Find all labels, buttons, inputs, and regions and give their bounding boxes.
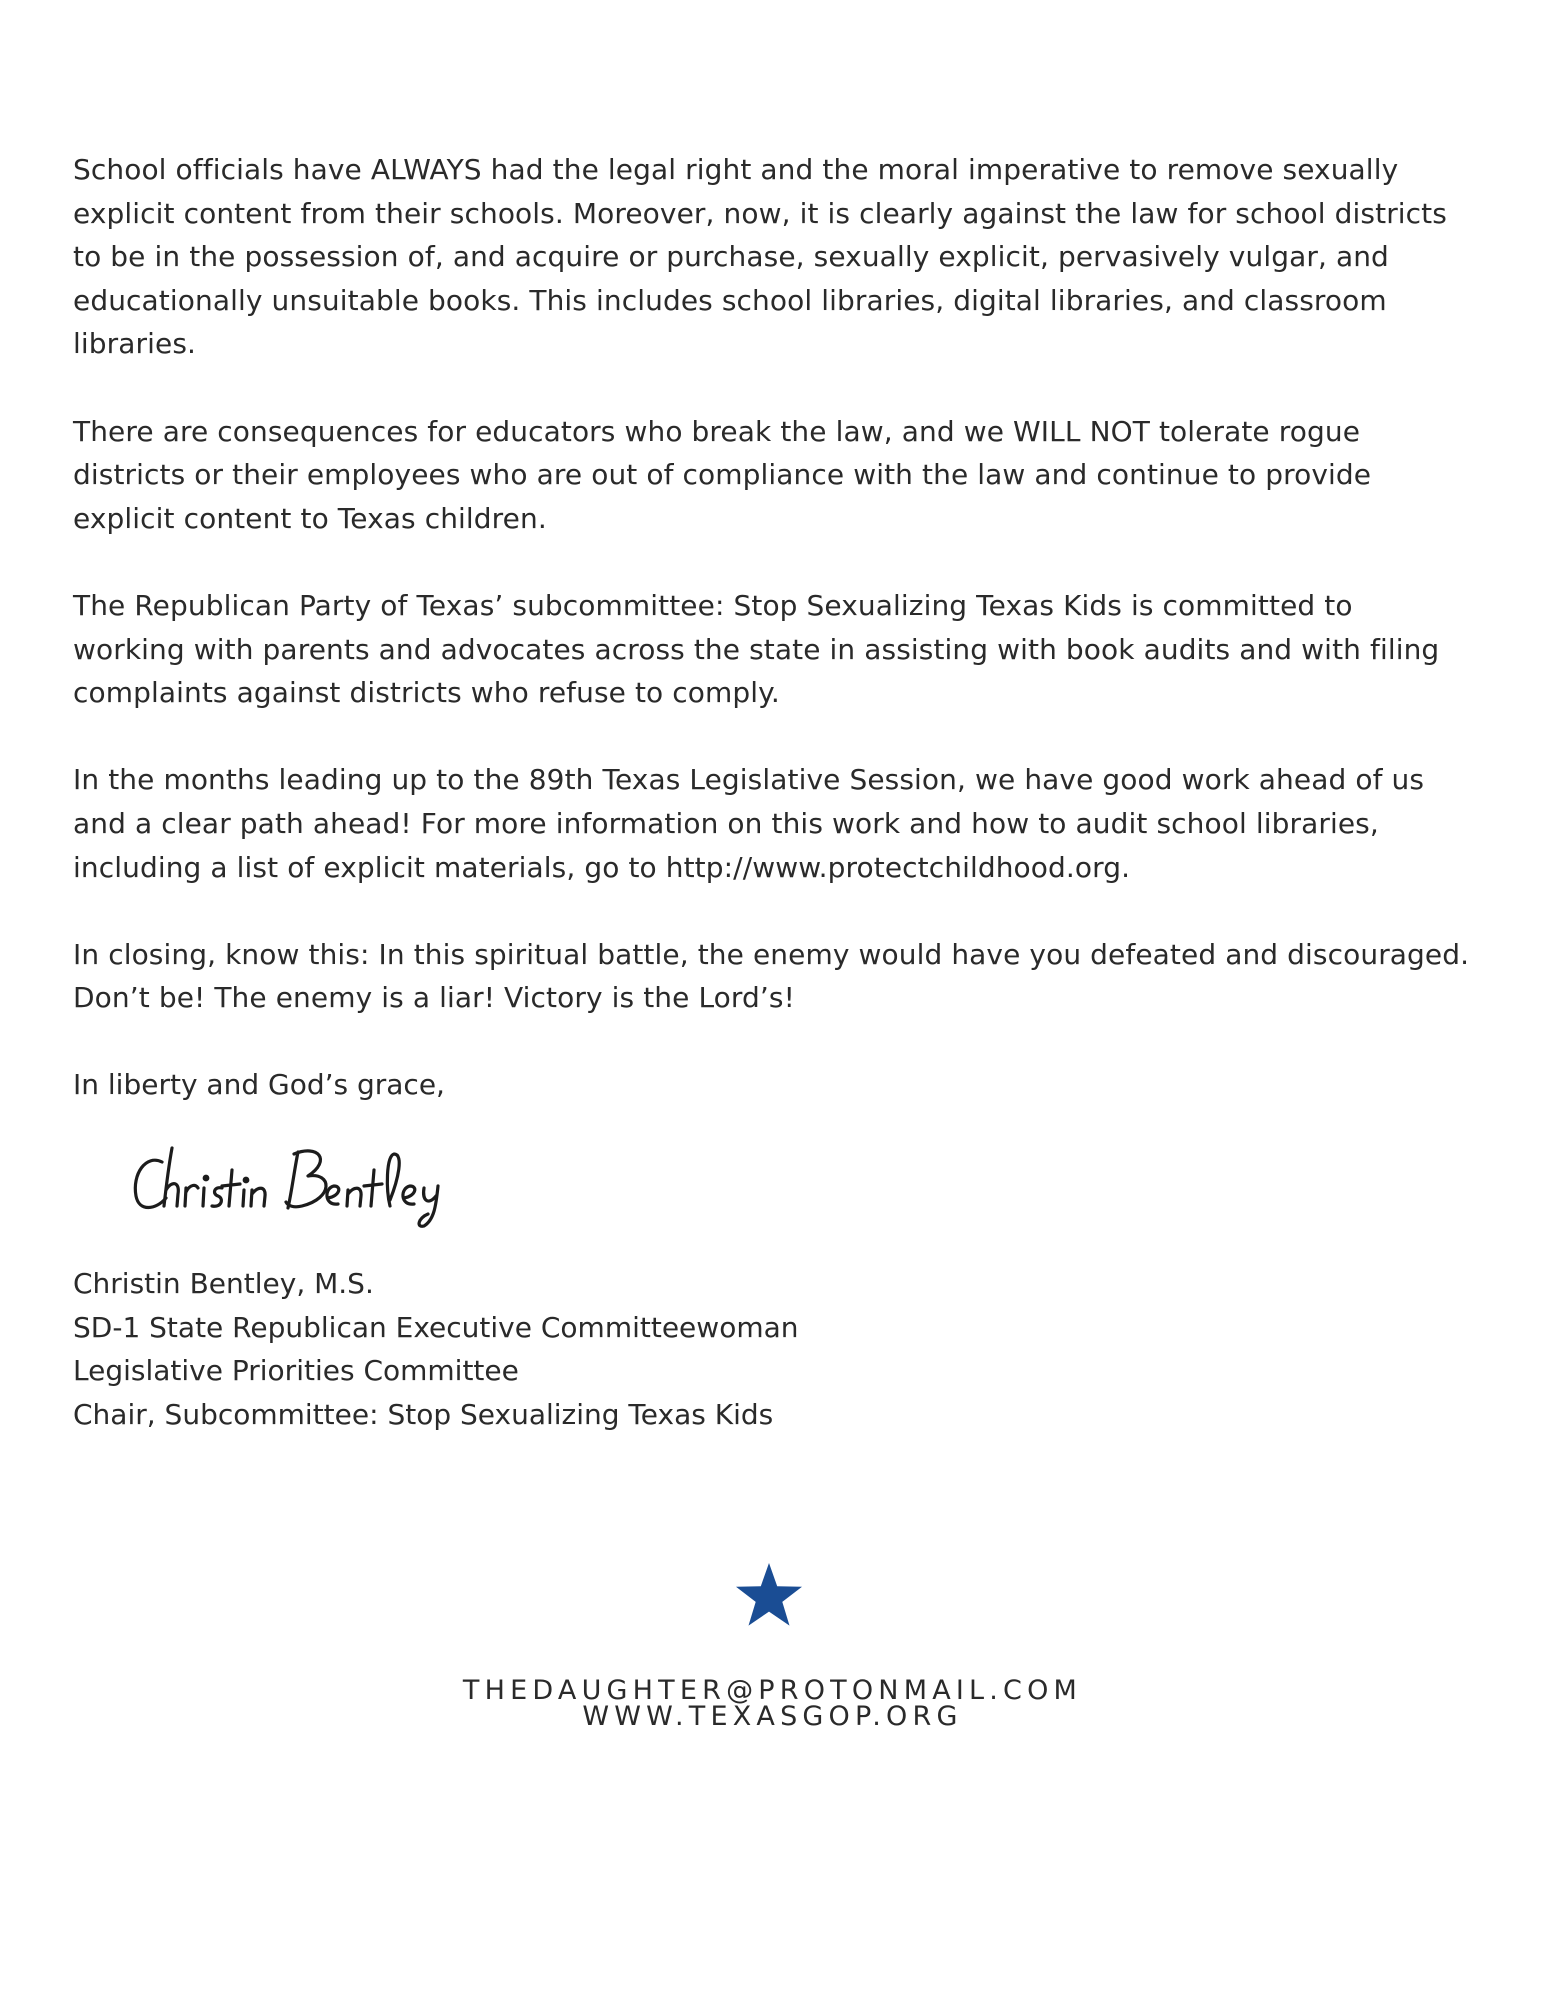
signature-block: [73, 1262, 799, 1436]
signer-committee: Legislative Priorities Committee: [73, 1354, 519, 1388]
signer-name: Christin Bentley, M.S.: [73, 1267, 374, 1300]
paragraph-legislative-session: In the months leading up to the 89th Texas Legislative Session, we have good work ahead of us and a clear path ahead! For more information on this work and how to audit school libraries, including a list of explicit materials, go to http://www.protectchildhood.org.: [73, 763, 1425, 884]
signer-chair-role: Chair, Subcommittee: Stop Sexualizing Texas Kids: [73, 1397, 774, 1431]
signer-title: SD-1 State Republican Executive Committeewoman: [73, 1310, 799, 1344]
closing-salutation: In liberty and God’s grace,: [73, 1068, 445, 1102]
paragraph-consequences: There are consequences for educators who break the law, and we WILL NOT tolerate rogue districts or their employees who are out of compliance with the law and continue to provide explicit content to Texas children.: [73, 414, 1372, 535]
paragraph-subcommittee: The Republican Party of Texas’ subcommittee: Stop Sexualizing Texas Kids is committed to working with parents and advocates across the state in assisting with book audits and with filing complaints against districts who refuse to comply.: [73, 588, 1440, 710]
footer-email[interactable]: THEDAUGHTER@PROTONMAIL.COM: [462, 1675, 1083, 1706]
letter-body: [73, 148, 1473, 1107]
footer-contact: [0, 1675, 1545, 1732]
paragraph-legal-right: School officials have ALWAYS had the legal right and the moral imperative to remove sexually explicit content from their schools. Moreover, now, it is clearly against the law for school districts to be in the possession of, and acquire or purchase, sexually explicit, pervasively vulgar, and educationally unsuitable books. This includes school libraries, digital libraries, and classroom libraries.: [73, 153, 1447, 361]
handwritten-signature: [128, 1140, 468, 1230]
paragraph-closing-thoughts: In closing, know this: In this spiritual battle, the enemy would have you defeated and discouraged. Don’t be! The enemy is a liar! Victory is the Lord’s!: [73, 937, 1470, 1015]
footer-website[interactable]: WWW.TEXASGOP.ORG: [582, 1701, 963, 1732]
star-icon: [734, 1562, 804, 1628]
